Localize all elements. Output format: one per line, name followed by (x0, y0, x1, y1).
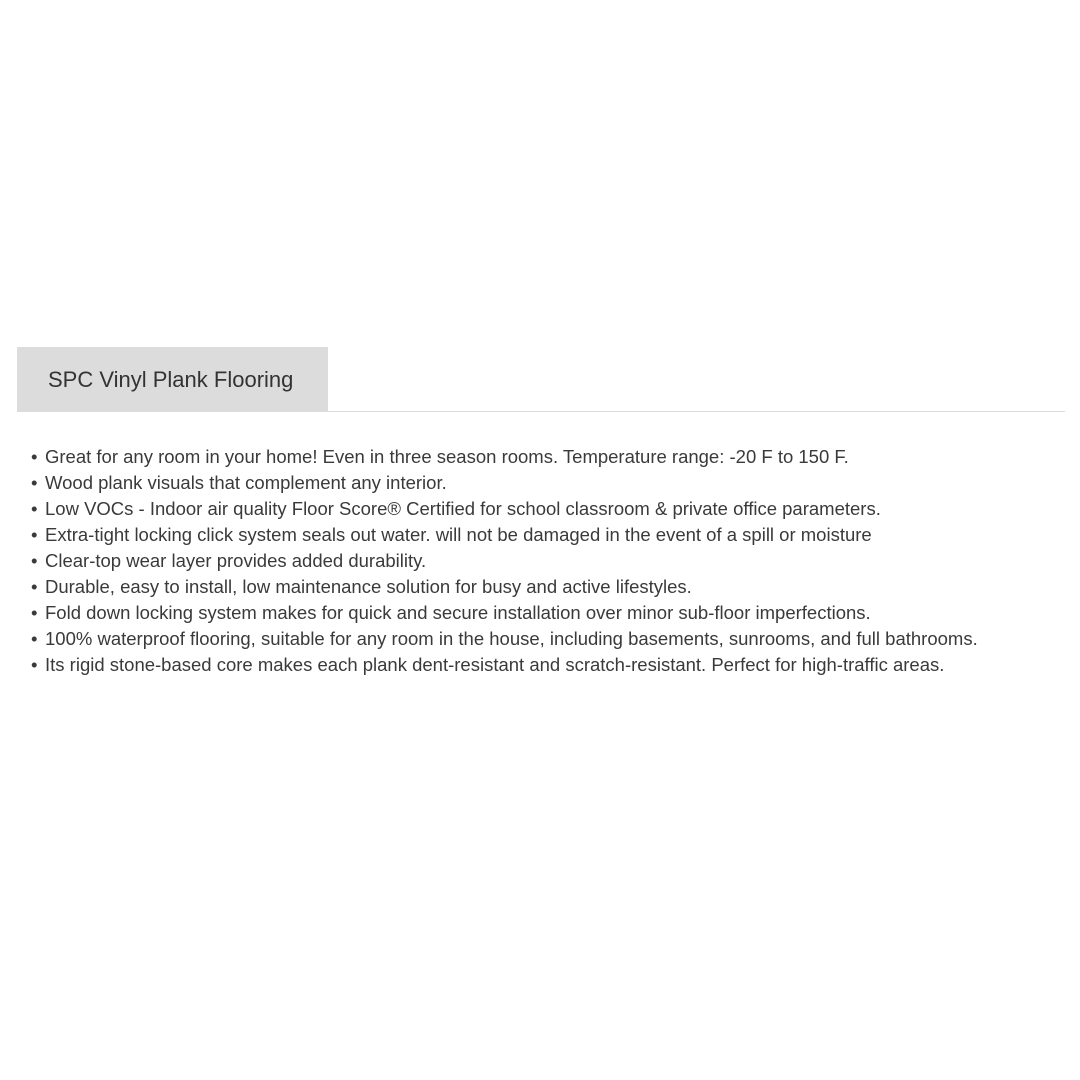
bullet: • (31, 628, 38, 649)
list-item (31, 444, 1076, 470)
feature-text: Low VOCs - Indoor air quality Floor Score® Certified for school classroom & private office parameters. (45, 498, 881, 519)
bullet: • (31, 602, 38, 623)
bullet: • (31, 576, 38, 597)
feature-text: Fold down locking system makes for quick and secure installation over minor sub-floor imperfections. (45, 602, 871, 623)
tab-strip (17, 347, 1065, 412)
bullet: • (31, 524, 38, 545)
list-item (31, 470, 1076, 496)
feature-text: Great for any room in your home! Even in three season rooms. Temperature range: -20 F to 150 F. (45, 446, 849, 467)
bullet: • (31, 472, 38, 493)
bullet: • (31, 654, 38, 675)
bullet: • (31, 550, 38, 571)
list-item (31, 652, 1076, 678)
list-item (31, 600, 1076, 626)
feature-text: Durable, easy to install, low maintenance solution for busy and active lifestyles. (45, 576, 692, 597)
tab-spc-vinyl-plank-flooring[interactable] (17, 347, 328, 412)
feature-text: Its rigid stone-based core makes each plank dent-resistant and scratch-resistant. Perfect for high-traffic areas. (45, 654, 945, 675)
list-item (31, 496, 1076, 522)
list-item (31, 574, 1076, 600)
list-item (31, 548, 1076, 574)
feature-text: 100% waterproof flooring, suitable for any room in the house, including basements, sunrooms, and full bathrooms. (45, 628, 978, 649)
list-item (31, 626, 1076, 652)
feature-list (31, 444, 1076, 678)
bullet: • (31, 446, 38, 467)
list-item (31, 522, 1076, 548)
bullet: • (31, 498, 38, 519)
feature-text: Extra-tight locking click system seals out water. will not be damaged in the event of a spill or moisture (45, 524, 872, 545)
feature-text: Wood plank visuals that complement any interior. (45, 472, 447, 493)
tab-label: SPC Vinyl Plank Flooring (48, 366, 294, 392)
feature-text: Clear-top wear layer provides added durability. (45, 550, 427, 571)
